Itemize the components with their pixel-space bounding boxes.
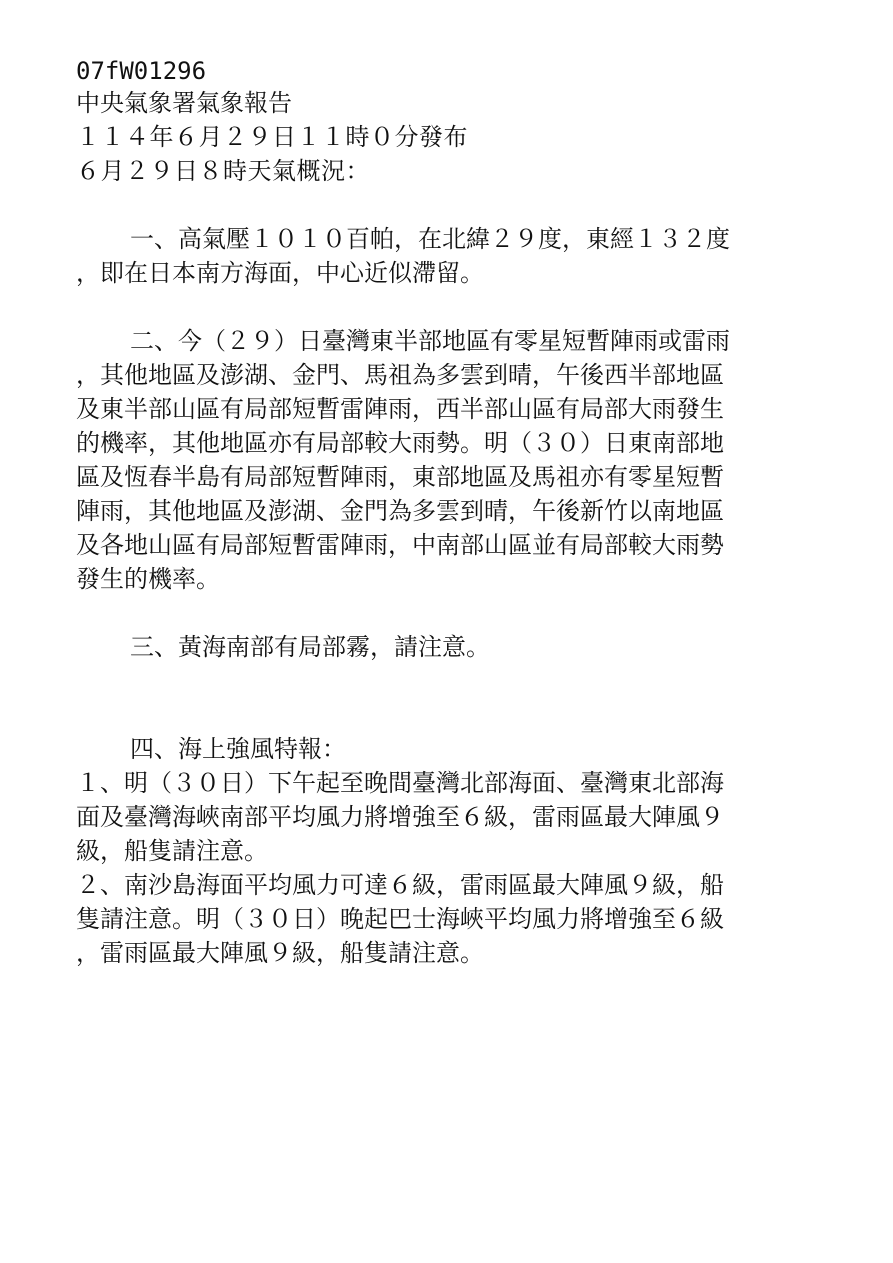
spacer — [76, 290, 816, 324]
section-1-paragraph — [76, 222, 806, 290]
section-2-line: ，其他地區及澎湖、金門、馬祖為多雲到晴，午後西半部地區 — [76, 361, 724, 389]
section-2-line: 的機率，其他地區亦有局部較大雨勢。明（３０）日東南部地 — [76, 429, 724, 457]
section-2-line: 及各地山區有局部短暫雷陣雨，中南部山區並有局部較大雨勢 — [76, 531, 724, 559]
section-2-line: 區及恆春半島有局部短暫陣雨，東部地區及馬祖亦有零星短暫 — [76, 463, 724, 491]
section-2-line: 發生的機率。 — [76, 565, 220, 593]
section-1-line: 一、高氣壓１０１０百帕，在北緯２９度，東經１３２度 — [130, 225, 730, 253]
section-1-line: ，即在日本南方海面，中心近似滯留。 — [76, 259, 484, 287]
section-2-paragraph — [76, 324, 806, 596]
weather-report-document — [76, 56, 816, 970]
agency-title: 中央氣象署氣象報告 — [76, 89, 292, 117]
spacer — [76, 596, 816, 630]
section-4-heading: 四、海上強風特報： — [130, 735, 346, 763]
section-4-paragraph — [76, 732, 806, 970]
section-3-paragraph — [76, 630, 806, 664]
section-2-line: 陣雨，其他地區及澎湖、金門為多雲到晴，午後新竹以南地區 — [76, 497, 724, 525]
spacer — [76, 664, 816, 732]
warning-item-2-line: 隻請注意。明（３０日）晚起巴士海峽平均風力將增強至６級 — [76, 905, 724, 933]
warning-item-2-line: ２、南沙島海面平均風力可達６級，雷雨區最大陣風９級，船 — [76, 871, 724, 899]
warning-item-2-line: ，雷雨區最大陣風９級，船隻請注意。 — [76, 939, 484, 967]
issue-time: １１４年６月２９日１１時０分發布 — [76, 123, 468, 151]
section-3-line: 三、黃海南部有局部霧，請注意。 — [130, 633, 490, 661]
warning-item-1-line: 級，船隻請注意。 — [76, 837, 268, 865]
warning-item-1-line: 面及臺灣海峽南部平均風力將增強至６級，雷雨區最大陣風９ — [76, 803, 724, 831]
section-2-line: 二、今（２９）日臺灣東半部地區有零星短暫陣雨或雷雨 — [130, 327, 730, 355]
section-2-line: 及東半部山區有局部短暫雷陣雨，西半部山區有局部大雨發生 — [76, 395, 724, 423]
warning-item-1-line: １、明（３０日）下午起至晚間臺灣北部海面、臺灣東北部海 — [76, 769, 724, 797]
spacer — [76, 188, 816, 222]
document-id: 07fW01296 — [76, 57, 207, 85]
overview-heading: ６月２９日８時天氣概況： — [76, 157, 370, 185]
